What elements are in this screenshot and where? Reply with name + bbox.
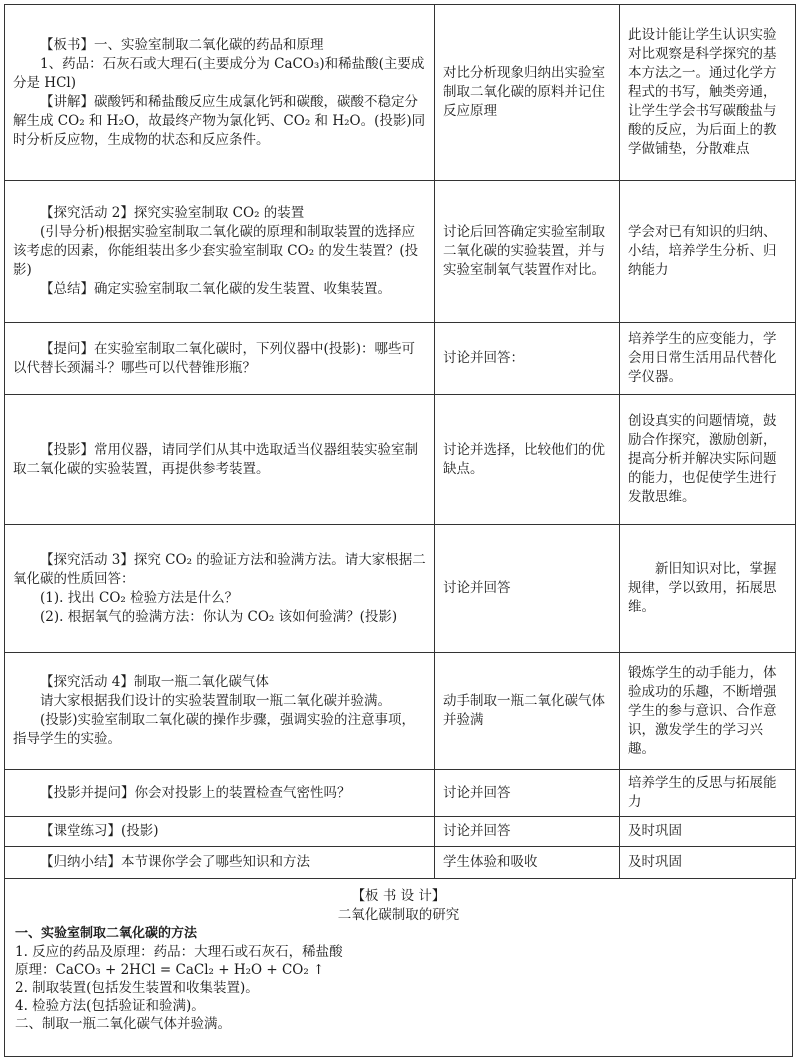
student-activity-cell: 讨论并回答 <box>435 817 620 847</box>
table-row <box>5 323 796 395</box>
design-intent-cell: 锻炼学生的动手能力，体验成功的乐趣，不断增强学生的参与意识、合作意识，激发学生的学习兴趣。 <box>620 653 796 770</box>
lesson-table <box>4 4 796 879</box>
teacher-activity-text: 【投影】常用仪器，请同学们从其中选取适当仪器组装实验室制取二氧化碳的实验装置，再提供参考装置。 <box>13 441 418 477</box>
teacher-activity-text: 【探究活动 3】探究 CO₂ 的验证方法和验满方法。请大家根据二氧化碳的性质回答： <box>13 551 426 587</box>
student-activity-cell: 讨论并选择，比较他们的优缺点。 <box>435 395 620 525</box>
student-activity-cell: 讨论后回答确定实验室制取二氧化碳的实验装置，并与实验室制氧气装置作对比。 <box>435 181 620 323</box>
teacher-activity-text: (引导分析)根据实验室制取二氧化碳的原理和制取装置的选择应该考虑的因素，你能组装出多少套实验室制取 CO₂ 的发生装置？(投影) <box>13 224 419 278</box>
design-intent-cell: 创设真实的问题情境，鼓励合作探究，激励创新，提高分析并解决实际问题的能力，也促使学生进行发散思维。 <box>620 395 796 525</box>
table-row <box>5 525 796 653</box>
page <box>4 4 795 1050</box>
student-activity-cell: 讨论并回答 <box>435 525 620 653</box>
teacher-activity-cell <box>5 323 435 395</box>
board-design-line-3: 2. 制取装置(包括发生装置和收集装置)。 <box>15 980 259 996</box>
design-intent-cell: 及时巩固 <box>620 847 796 879</box>
design-intent-cell: 及时巩固 <box>620 817 796 847</box>
teacher-activity-text: (投影)实验室制取二氧化碳的操作步骤，强调实验的注意事项，指导学生的实验。 <box>13 712 416 747</box>
board-design-line-1: 1. 反应的药品及原理：药品：大理石或石灰石，稀盐酸 <box>15 944 343 960</box>
teacher-activity-cell <box>5 653 435 770</box>
teacher-activity-text: 【探究活动 4】制取一瓶二氧化碳气体 <box>40 674 269 690</box>
teacher-activity-text: (2). 根据氧气的验满方法：你认为 CO₂ 该如何验满？(投影) <box>40 608 398 625</box>
teacher-activity-text: 【课堂练习】(投影) <box>40 823 159 839</box>
design-intent-cell: 新旧知识对比，掌握规律，学以致用，拓展思维。 <box>620 525 796 653</box>
teacher-activity-cell <box>5 847 435 879</box>
table-row <box>5 770 796 817</box>
teacher-activity-text: 1、药品：石灰石或大理石(主要成分为 CaCO₃)和稀盐酸(主要成分是 HCl) <box>13 55 425 91</box>
design-intent-cell: 培养学生的反思与拓展能力 <box>620 770 796 817</box>
student-activity-cell: 讨论并回答 <box>435 770 620 817</box>
teacher-activity-cell <box>5 770 435 817</box>
teacher-activity-text: (1). 找出 CO₂ 检验方法是什么？ <box>40 589 239 606</box>
student-activity-cell: 动手制取一瓶二氧化碳气体并验满 <box>435 653 620 770</box>
table-row <box>5 817 796 847</box>
teacher-activity-text: 【总结】确定实验室制取二氧化碳的发生装置、收集装置。 <box>40 281 391 297</box>
board-design-subtitle: 二氧化碳制取的研究 <box>337 907 460 923</box>
table-row <box>5 847 796 879</box>
student-activity-cell: 讨论并回答： <box>435 323 620 395</box>
design-intent-cell: 此设计能让学生认识实验对比观察是科学探究的基本方法之一。通过化学方程式的书写，触类旁通，让学生学会书写碳酸盐与酸的反应，为后面上的教学做铺垫，分散难点 <box>620 5 796 181</box>
design-intent-cell: 培养学生的应变能力，学会用日常生活用品代替化学仪器。 <box>620 323 796 395</box>
teacher-activity-text: 【归纳小结】本节课你学会了哪些知识和方法 <box>40 854 310 870</box>
board-design-heading-1: 一、实验室制取二氧化碳的方法 <box>15 926 198 941</box>
student-activity-cell: 学生体验和吸收 <box>435 847 620 879</box>
board-design <box>4 879 793 1057</box>
teacher-activity-cell <box>5 525 435 653</box>
teacher-activity-text: 【板书】一、实验室制取二氧化碳的药品和原理 <box>40 36 324 53</box>
teacher-activity-cell <box>5 817 435 847</box>
teacher-activity-cell <box>5 5 435 181</box>
table-row <box>5 395 796 525</box>
teacher-activity-cell <box>5 395 435 525</box>
teacher-activity-text: 【探究活动 2】探究实验室制取 CO₂ 的装置 <box>40 205 305 221</box>
table-row <box>5 181 796 323</box>
teacher-activity-text: 【投影并提问】你会对投影上的装置检查气密性吗？ <box>40 784 351 801</box>
board-design-heading-2: 二、制取一瓶二氧化碳气体并验满。 <box>15 1016 231 1032</box>
table-row <box>5 653 796 770</box>
design-intent-cell: 学会对已有知识的归纳、小结，培养学生分析、归纳能力 <box>620 181 796 323</box>
board-design-title: 【板 书 设 计】 <box>351 888 446 904</box>
teacher-activity-text: 【讲解】碳酸钙和稀盐酸反应生成氯化钙和碳酸，碳酸不稳定分解生成 CO₂ 和 H₂O，故最终产物为氯化钙、CO₂ 和 H₂O。(投影)同时分析反应物，生成物的状态和反应条件。 <box>13 93 426 148</box>
teacher-activity-text: 请大家根据我们设计的实验装置制取一瓶二氧化碳并验满。 <box>40 693 391 709</box>
board-design-line-2: 原理：CaCO₃ + 2HCl = CaCl₂ + H₂O + CO₂ ↑ <box>15 962 325 978</box>
board-design-line-4: 4. 检验方法(包括验证和验满)。 <box>15 998 205 1014</box>
teacher-activity-cell <box>5 181 435 323</box>
teacher-activity-text: 【提问】在实验室制取二氧化碳时，下列仪器中(投影)：哪些可以代替长颈漏斗？哪些可以代替锥形瓶？ <box>13 340 416 376</box>
table-row <box>5 5 796 181</box>
student-activity-cell: 对比分析现象归纳出实验室制取二氧化碳的原料并记住反应原理 <box>435 5 620 181</box>
